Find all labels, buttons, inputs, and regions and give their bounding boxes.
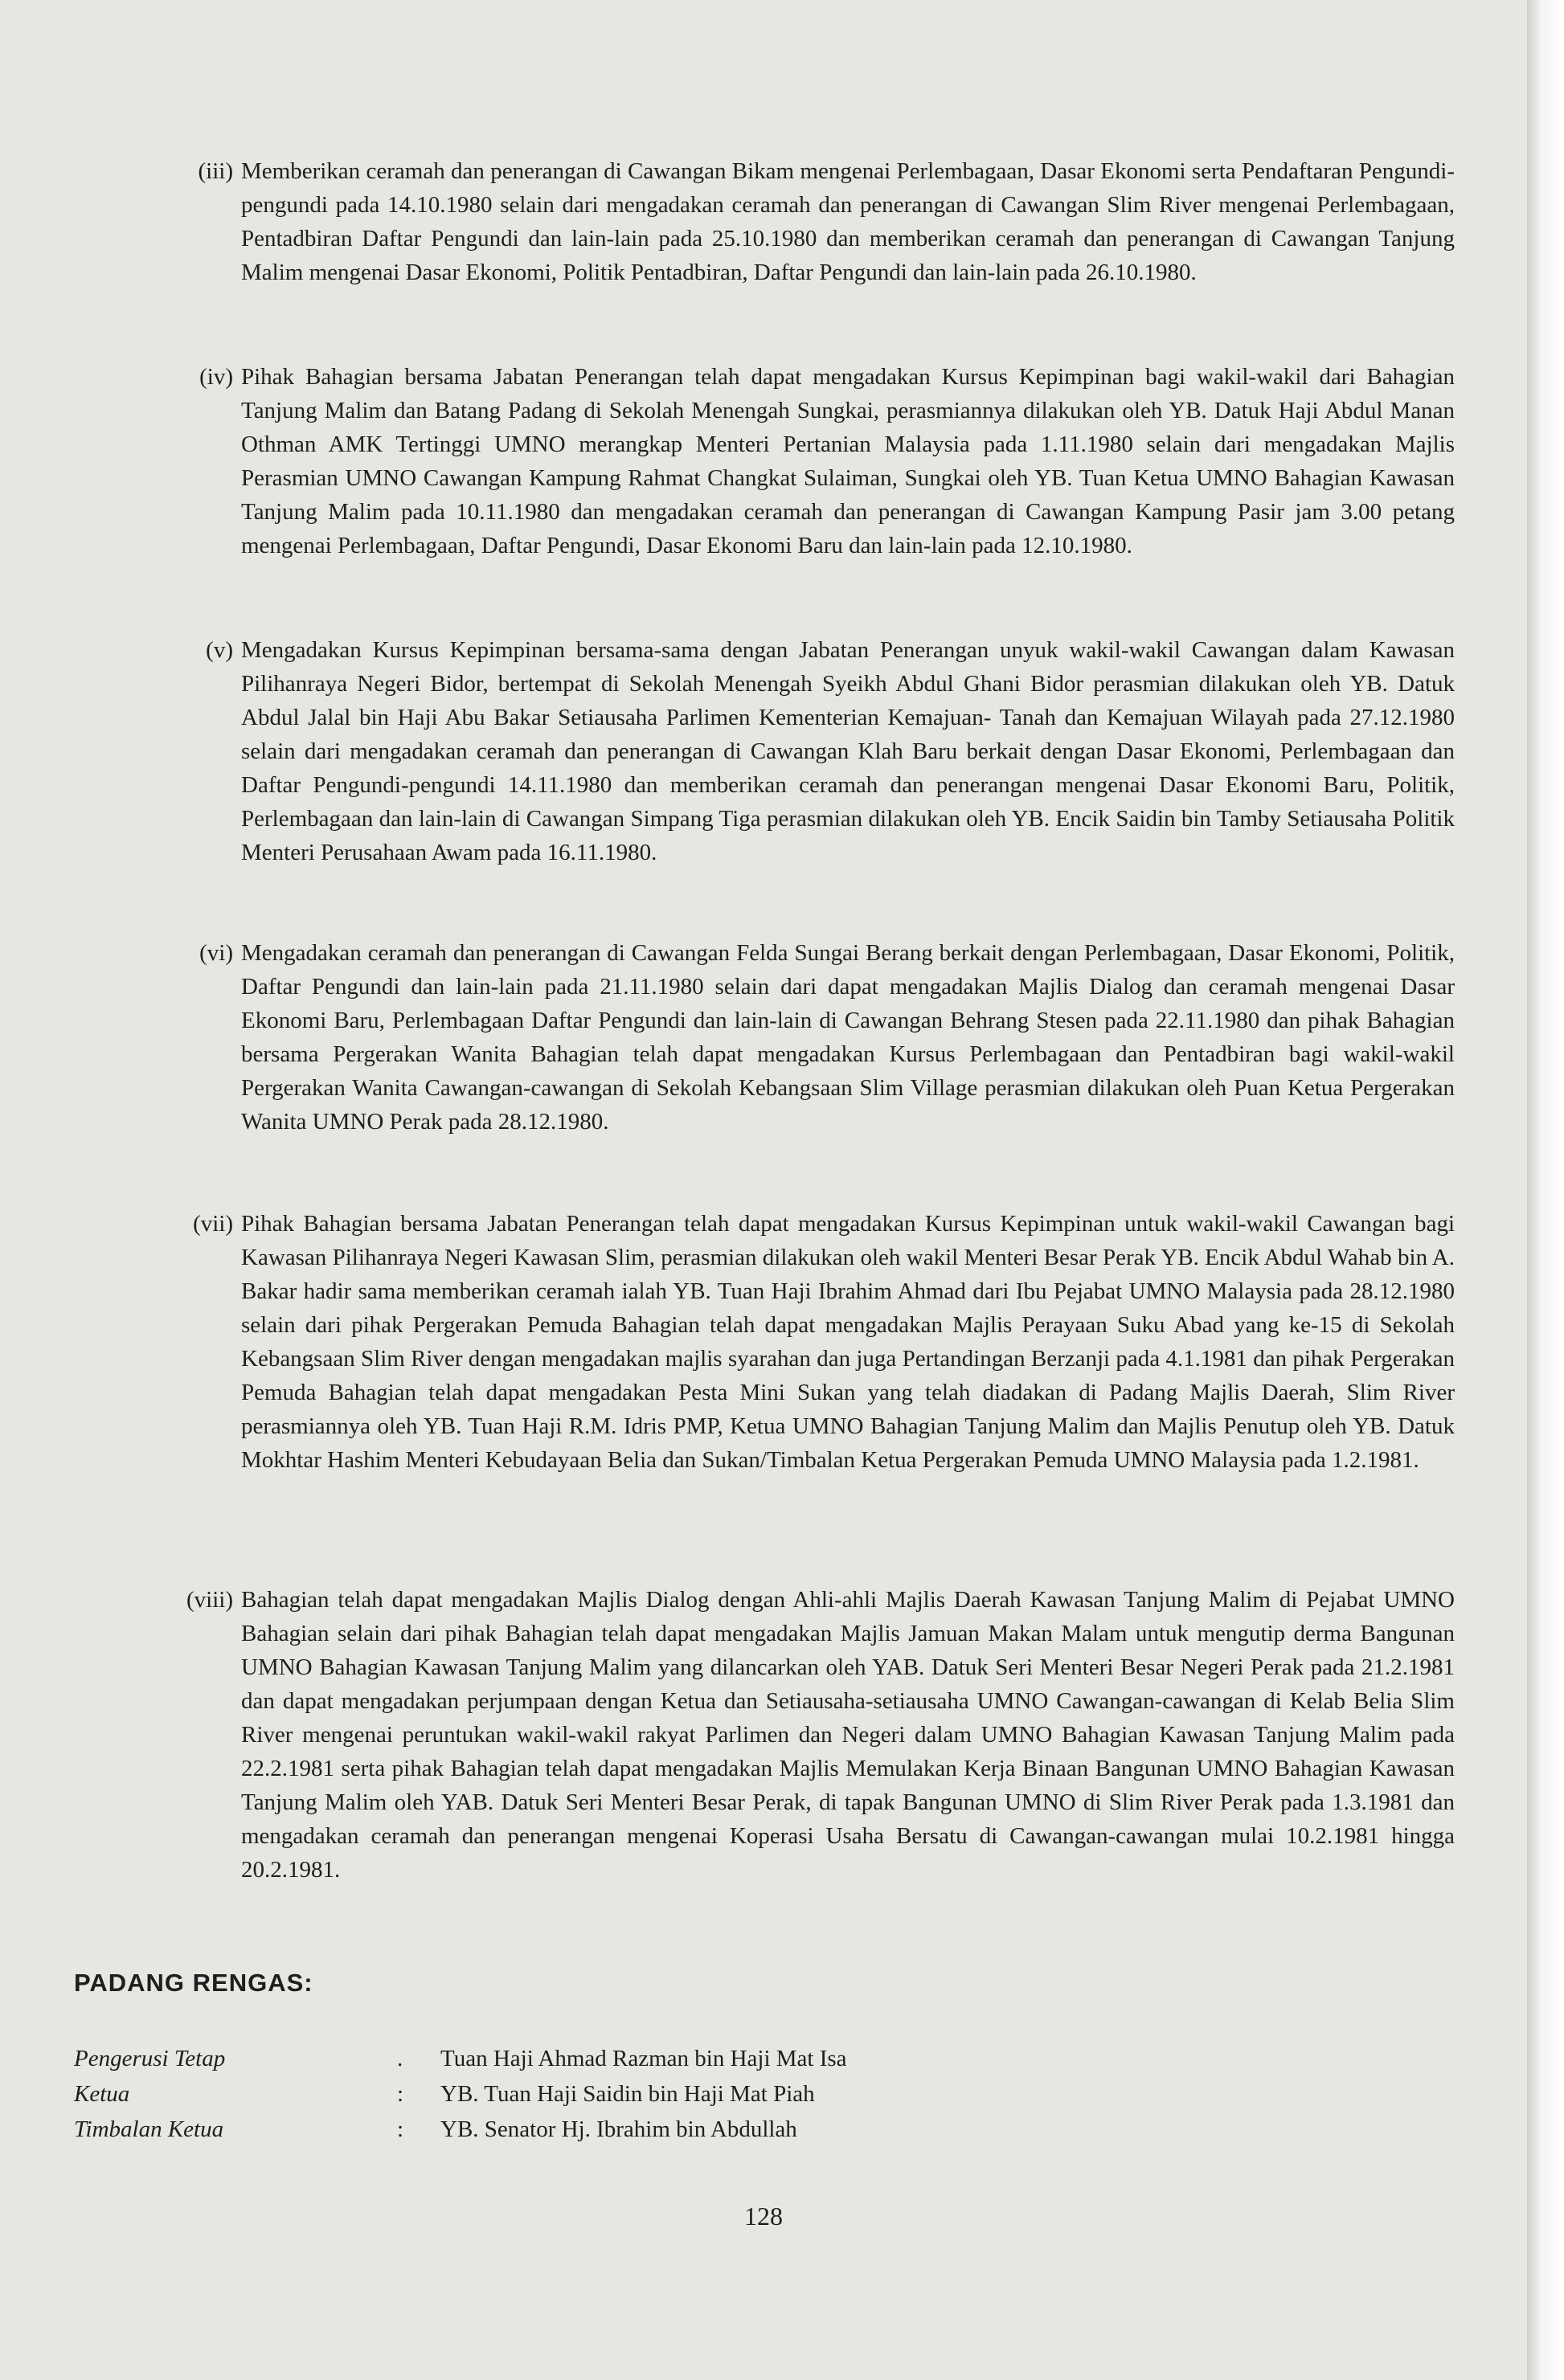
separator: . [397, 2046, 403, 2071]
item-number: (iv) [199, 364, 233, 390]
person-name: YB. Senator Hj. Ibrahim bin Abdullah [440, 2116, 797, 2142]
roster-row [74, 2041, 1119, 2076]
item-paragraph: Mengadakan ceramah dan penerangan di Cawangan Felda Sungai Berang berkait dengan Perlembagaan, Dasar Ekonomi, Politik, Daftar Pengundi dan lain-lain pada 21.11.1980 selain dari dapat mengadakan Majlis Dialog dan ceramah mengenai Dasar Ekonomi Baru, Perlembagaan Daftar Pengundi dan lain-lain di Cawangan Behrang Stesen pada 22.11.1980 dan pihak Bahagian bersama Pergerakan Wanita Bahagian telah dapat mengadakan Kursus Perlembagaan dan Pentadbiran bagi wakil-wakil Pergerakan Wanita Cawangan-cawangan di Sekolah Kebangsaan Slim Village perasmian dilakukan oleh Puan Ketua Pergerakan Wanita UMNO Perak pada 28.12.1980. [241, 940, 1455, 1135]
roster-row [74, 2076, 1119, 2112]
item-number: (v) [206, 637, 233, 663]
list-item-iii [161, 154, 1455, 289]
page-number: 128 [744, 2202, 783, 2231]
officer-roster [74, 2041, 1119, 2147]
item-paragraph: Mengadakan Kursus Kepimpinan bersama-sama dengan Jabatan Penerangan unyuk wakil-wakil Cawangan dalam Kawasan Pilihanraya Negeri Bidor, bertempat di Sekolah Menengah Syeikh Abdul Ghani Bidor perasmian dilakukan oleh YB. Datuk Abdul Jalal bin Haji Abu Bakar Setiausaha Parlimen Kementerian Kemajuan- Tanah dan Kemajuan Wilayah pada 27.12.1980 selain dari mengadakan ceramah dan penerangan di Cawangan Klah Baru berkait dengan Dasar Ekonomi, Perlembagaan dan Daftar Pengundi-pengundi 14.11.1980 dan memberikan ceramah dan penerangan mengenai Dasar Ekonomi Baru, Politik, Perlembagaan dan lain-lain di Cawangan Simpang Tiga perasmian dilakukan oleh YB. Encik Saidin bin Tamby Setiausaha Politik Menteri Perusahaan Awam pada 16.11.1980. [241, 637, 1455, 865]
separator: : [397, 2116, 404, 2142]
item-paragraph: Memberikan ceramah dan penerangan di Cawangan Bikam mengenai Perlembagaan, Dasar Ekonomi serta Pendaftaran Pengundi-pengundi pada 14.10.1980 selain dari mengadakan ceramah dan penerangan di Cawangan Slim River mengenai Perlembagaan, Pentadbiran Daftar Pengundi dan lain-lain pada 25.10.1980 dan memberikan ceramah dan penerangan di Cawangan Tanjung Malim mengenai Dasar Ekonomi, Politik Pentadbiran, Daftar Pengundi dan lain-lain pada 26.10.1980. [241, 158, 1455, 285]
list-item-v [161, 633, 1455, 869]
section-heading: PADANG RENGAS: [74, 1969, 313, 1997]
person-name: Tuan Haji Ahmad Razman bin Haji Mat Isa [440, 2046, 847, 2071]
list-item-vi [161, 936, 1455, 1139]
role-label: Timbalan Ketua [74, 2116, 224, 2142]
item-number: (vi) [199, 940, 233, 966]
item-number: (viii) [186, 1587, 233, 1613]
item-paragraph: Pihak Bahagian bersama Jabatan Penerangan telah dapat mengadakan Kursus Kepimpinan bagi wakil-wakil dari Bahagian Tanjung Malim dan Batang Padang di Sekolah Menengah Sungkai, perasmiannya dilakukan oleh YB. Datuk Haji Abdul Manan Othman AMK Tertinggi UMNO merangkap Menteri Pertanian Malaysia pada 1.11.1980 selain dari mengadakan Majlis Perasmian UMNO Cawangan Kampung Rahmat Changkat Sulaiman, Sungkai oleh YB. Tuan Ketua UMNO Bahagian Kawasan Tanjung Malim pada 10.11.1980 dan mengadakan ceramah dan penerangan di Cawangan Kampung Pasir jam 3.00 petang mengenai Perlembagaan, Daftar Pengundi, Dasar Ekonomi Baru dan lain-lain pada 12.10.1980. [241, 364, 1455, 558]
item-paragraph: Bahagian telah dapat mengadakan Majlis Dialog dengan Ahli-ahli Majlis Daerah Kawasan Tanjung Malim di Pejabat UMNO Bahagian selain dari pihak Bahagian telah dapat mengadakan Majlis Jamuan Makan Malam untuk mengutip derma Bangunan UMNO Bahagian Kawasan Tanjung Malim yang dilancarkan oleh YAB. Datuk Seri Menteri Besar Negeri Perak pada 21.2.1981 dan dapat mengadakan perjumpaan dengan Ketua dan Setiausaha-setiausaha UMNO Cawangan-cawangan di Kelab Belia Slim River mengenai peruntukan wakil-wakil rakyat Parlimen dan Negeri dalam UMNO Bahagian Kawasan Tanjung Malim pada 22.2.1981 serta pihak Bahagian telah dapat mengadakan Majlis Memulakan Kerja Binaan Bangunan UMNO Bahagian Kawasan Tanjung Malim oleh YAB. Datuk Seri Menteri Besar Perak, di tapak Bangunan UMNO di Slim River Perak pada 1.3.1981 dan mengadakan ceramah dan penerangan mengenai Koperasi Usaha Bersatu di Cawangan-cawangan mulai 10.2.1981 hingga 20.2.1981. [241, 1587, 1455, 1883]
item-number: (iii) [198, 158, 233, 184]
separator: : [397, 2081, 404, 2107]
role-label: Pengerusi Tetap [74, 2046, 226, 2071]
list-item-vii [161, 1207, 1455, 1477]
person-name: YB. Tuan Haji Saidin bin Haji Mat Piah [440, 2081, 815, 2107]
roster-row [74, 2112, 1119, 2147]
list-item-iv [161, 360, 1455, 562]
item-number: (vii) [193, 1211, 233, 1237]
list-item-viii [161, 1583, 1455, 1887]
role-label: Ketua [74, 2081, 130, 2107]
page-edge [1527, 0, 1564, 2380]
item-paragraph: Pihak Bahagian bersama Jabatan Penerangan telah dapat mengadakan Kursus Kepimpinan untuk wakil-wakil Cawangan bagi Kawasan Pilihanraya Negeri Kawasan Slim, perasmian dilakukan oleh wakil Menteri Besar Perak YB. Encik Abdul Wahab bin A. Bakar hadir sama memberikan ceramah ialah YB. Tuan Haji Ibrahim Ahmad dari Ibu Pejabat UMNO Malaysia pada 28.12.1980 selain dari pihak Pergerakan Pemuda Bahagian telah dapat mengadakan Majlis Perayaan Suku Abad yang ke-15 di Sekolah Kebangsaan Slim River dengan mengadakan majlis syarahan dan juga Pertandingan Berzanji pada 4.1.1981 dan pihak Pergerakan Pemuda Bahagian telah dapat mengadakan Pesta Mini Sukan yang telah diadakan di Padang Majlis Daerah, Slim River perasmiannya oleh YB. Tuan Haji R.M. Idris PMP, Ketua UMNO Bahagian Tanjung Malim dan Majlis Penutup oleh YB. Datuk Mokhtar Hashim Menteri Kebudayaan Belia dan Sukan/Timbalan Ketua Pergerakan Pemuda UMNO Malaysia pada 1.2.1981. [241, 1211, 1455, 1473]
